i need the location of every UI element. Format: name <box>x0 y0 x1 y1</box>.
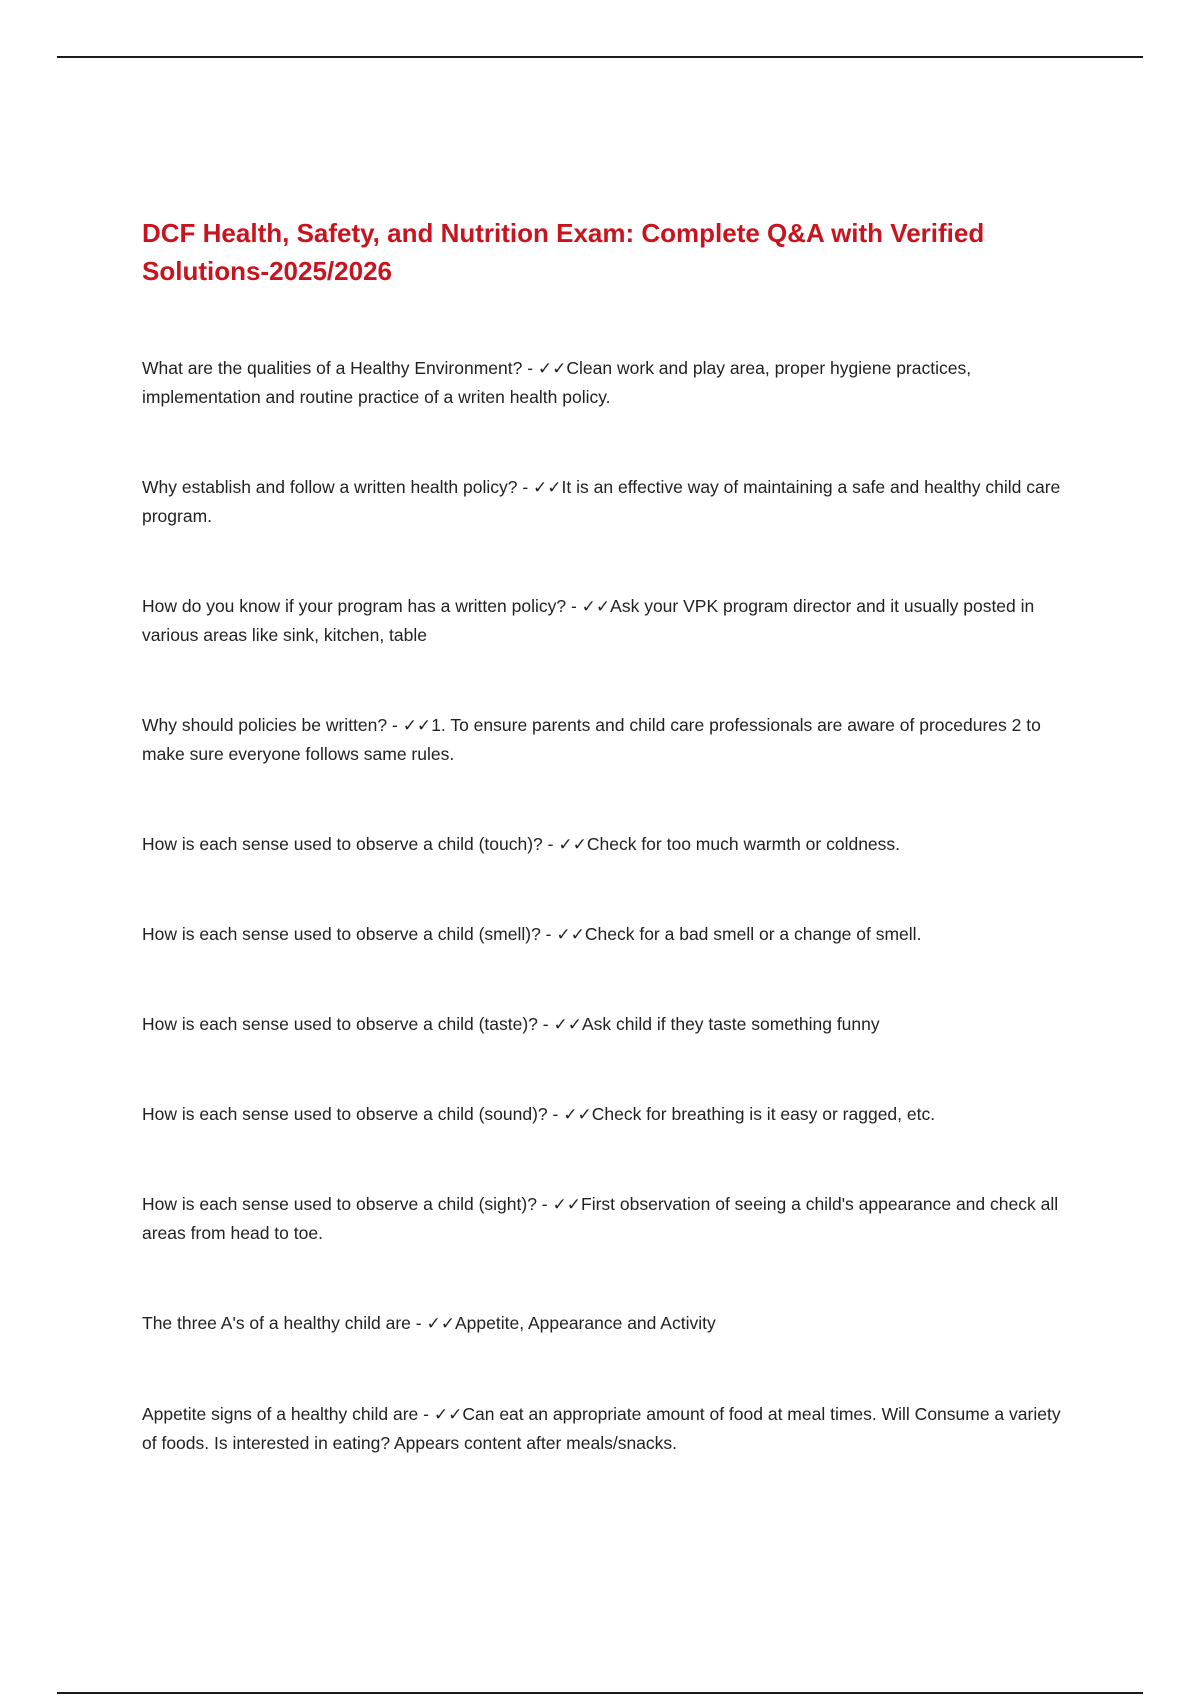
qa-item <box>142 1400 1062 1457</box>
separator: - <box>410 1313 427 1333</box>
check-mark-icon: ✓✓ <box>556 925 585 945</box>
answer-text: Appetite, Appearance and Activity <box>454 1313 716 1333</box>
qa-item <box>142 473 1062 530</box>
check-mark-icon: ✓✓ <box>552 1195 581 1215</box>
separator: - <box>540 924 557 944</box>
answer-text: Check for breathing is it easy or ragged, etc. <box>591 1104 936 1124</box>
qa-item <box>142 1010 1062 1039</box>
answer-text: It is an effective way of maintaining a safe and healthy child care program. <box>142 477 1061 526</box>
answer-text: First observation of seeing a child's appearance and check all areas from head to toe. <box>142 1194 1059 1243</box>
check-mark-icon: ✓✓ <box>402 716 432 736</box>
check-mark-icon: ✓✓ <box>537 359 567 379</box>
question-text: Appetite signs of a healthy child are <box>142 1404 419 1424</box>
qa-item <box>142 592 1062 649</box>
qa-item <box>142 1309 1062 1338</box>
separator: - <box>566 596 582 616</box>
qa-item <box>142 354 1062 411</box>
question-text: How do you know if your program has a written policy? <box>142 596 567 616</box>
separator: - <box>537 1014 554 1034</box>
answer-text: Ask your VPK program director and it usually posted in various areas like sink, kitchen, table <box>142 596 1035 645</box>
answer-text: 1. To ensure parents and child care professionals are aware of procedures 2 to make sure everyone follows same rules. <box>142 715 1041 764</box>
check-mark-icon: ✓✓ <box>553 1015 582 1035</box>
answer-text: Can eat an appropriate amount of food at meal times. Will Consume a variety of foods. Is interested in eating? Appears content after meals/snacks. <box>142 1404 1061 1453</box>
question-text: How is each sense used to observe a child (smell)? <box>142 924 541 944</box>
check-mark-icon: ✓✓ <box>581 597 611 617</box>
question-text: How is each sense used to observe a child (sight)? <box>142 1194 537 1214</box>
qa-item <box>142 1100 1062 1129</box>
check-mark-icon: ✓✓ <box>533 478 562 498</box>
question-text: How is each sense used to observe a child (sound)? <box>142 1104 548 1124</box>
check-mark-icon: ✓✓ <box>563 1105 592 1125</box>
answer-text: Clean work and play area, proper hygiene practices, implementation and routine practice of a writen health policy. <box>142 358 972 407</box>
separator: - <box>418 1404 434 1424</box>
question-text: How is each sense used to observe a child (taste)? <box>142 1014 538 1034</box>
separator: - <box>536 1194 553 1214</box>
separator: - <box>517 477 534 497</box>
document-title: DCF Health, Safety, and Nutrition Exam: Complete Q&A with Verified Solutions-2025/2026 <box>142 218 985 286</box>
question-text: Why should policies be written? <box>142 715 388 735</box>
bottom-rule <box>57 1692 1143 1694</box>
question-text: How is each sense used to observe a child (touch)? <box>142 834 543 854</box>
separator: - <box>522 358 538 378</box>
separator: - <box>387 715 403 735</box>
qa-item <box>142 920 1062 949</box>
separator: - <box>542 834 559 854</box>
answer-text: Ask child if they taste something funny <box>581 1014 880 1034</box>
answer-text: Check for a bad smell or a change of smell. <box>584 924 922 944</box>
separator: - <box>547 1104 564 1124</box>
check-mark-icon: ✓✓ <box>426 1314 455 1334</box>
qa-item <box>142 1190 1062 1247</box>
qa-item <box>142 711 1062 768</box>
question-text: The three A's of a healthy child are <box>142 1313 411 1333</box>
check-mark-icon: ✓✓ <box>433 1405 463 1425</box>
answer-text: Check for too much warmth or coldness. <box>586 834 901 854</box>
check-mark-icon: ✓✓ <box>558 835 587 855</box>
question-text: Why establish and follow a written health policy? <box>142 477 518 497</box>
question-text: What are the qualities of a Healthy Environment? <box>142 358 523 378</box>
qa-item <box>142 830 1062 859</box>
top-rule <box>57 56 1143 58</box>
